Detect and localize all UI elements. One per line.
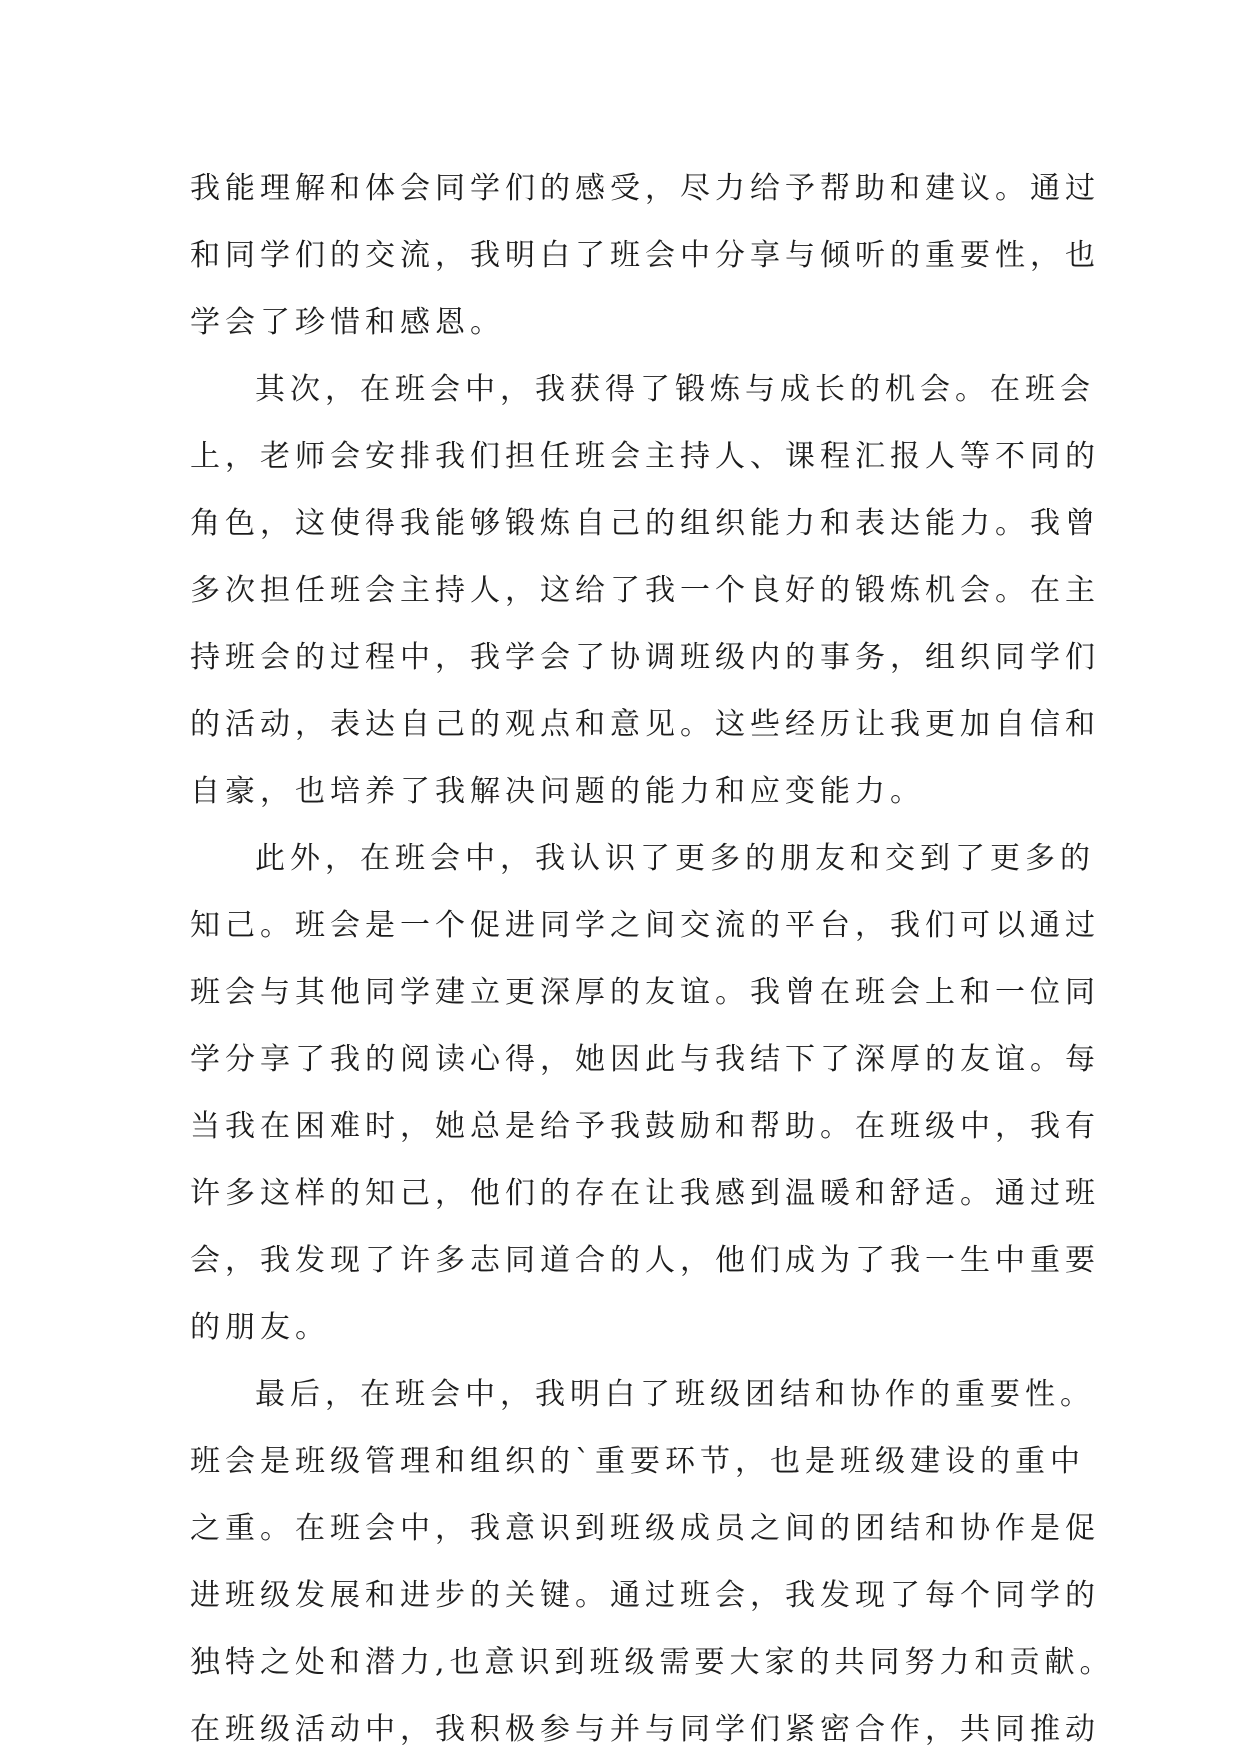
text-line: 的活动，表达自己的观点和意见。这些经历让我更加自信和: [190, 707, 1100, 742]
text-line: 之重。在班会中，我意识到班级成员之间的团结和协作是促: [190, 1511, 1100, 1546]
text-line: 学分享了我的阅读心得，她因此与我结下了深厚的友谊。每: [190, 1042, 1100, 1077]
text-line: 和同学们的交流，我明白了班会中分享与倾听的重要性，也: [190, 238, 1100, 273]
text-line: 我能理解和体会同学们的感受，尽力给予帮助和建议。通过: [190, 171, 1100, 206]
text-line: 持班会的过程中，我学会了协调班级内的事务，组织同学们: [190, 640, 1100, 675]
text-line: 班会与其他同学建立更深厚的友谊。我曾在班会上和一位同: [190, 975, 1100, 1010]
text-line: 班会是班级管理和组织的`重要环节，也是班级建设的重中: [190, 1444, 1085, 1479]
text-line: 当我在困难时，她总是给予我鼓励和帮助。在班级中，我有: [190, 1109, 1100, 1144]
text-line: 多次担任班会主持人，这给了我一个良好的锻炼机会。在主: [190, 573, 1100, 608]
text-line: 自豪，也培养了我解决问题的能力和应变能力。: [190, 774, 925, 809]
text-line: 其次，在班会中，我获得了锻炼与成长的机会。在班会: [255, 372, 1095, 407]
text-line: 上，老师会安排我们担任班会主持人、课程汇报人等不同的: [190, 439, 1100, 474]
text-line: 独特之处和潜力,也意识到班级需要大家的共同努力和贡献。: [190, 1645, 1115, 1680]
text-line: 此外，在班会中，我认识了更多的朋友和交到了更多的: [255, 841, 1095, 876]
text-line: 进班级发展和进步的关键。通过班会，我发现了每个同学的: [190, 1578, 1100, 1613]
paragraph-4: [190, 1361, 1115, 1763]
text-line: 学会了珍惜和感恩。: [190, 305, 505, 340]
text-line: 知己。班会是一个促进同学之间交流的平台，我们可以通过: [190, 908, 1100, 943]
paragraph-1: [190, 155, 1100, 356]
text-line: 会，我发现了许多志同道合的人，他们成为了我一生中重要: [190, 1243, 1100, 1278]
text-line: 在班级活动中，我积极参与并与同学们紧密合作，共同推动: [190, 1712, 1100, 1747]
text-line: 许多这样的知己，他们的存在让我感到温暖和舒适。通过班: [190, 1176, 1100, 1211]
paragraph-3: [190, 825, 1100, 1361]
paragraph-2: [190, 356, 1100, 825]
document-body: [190, 155, 1115, 1763]
text-line: 的朋友。: [190, 1310, 330, 1345]
text-line: 角色，这使得我能够锻炼自己的组织能力和表达能力。我曾: [190, 506, 1100, 541]
text-line: 最后，在班会中，我明白了班级团结和协作的重要性。: [255, 1377, 1095, 1412]
